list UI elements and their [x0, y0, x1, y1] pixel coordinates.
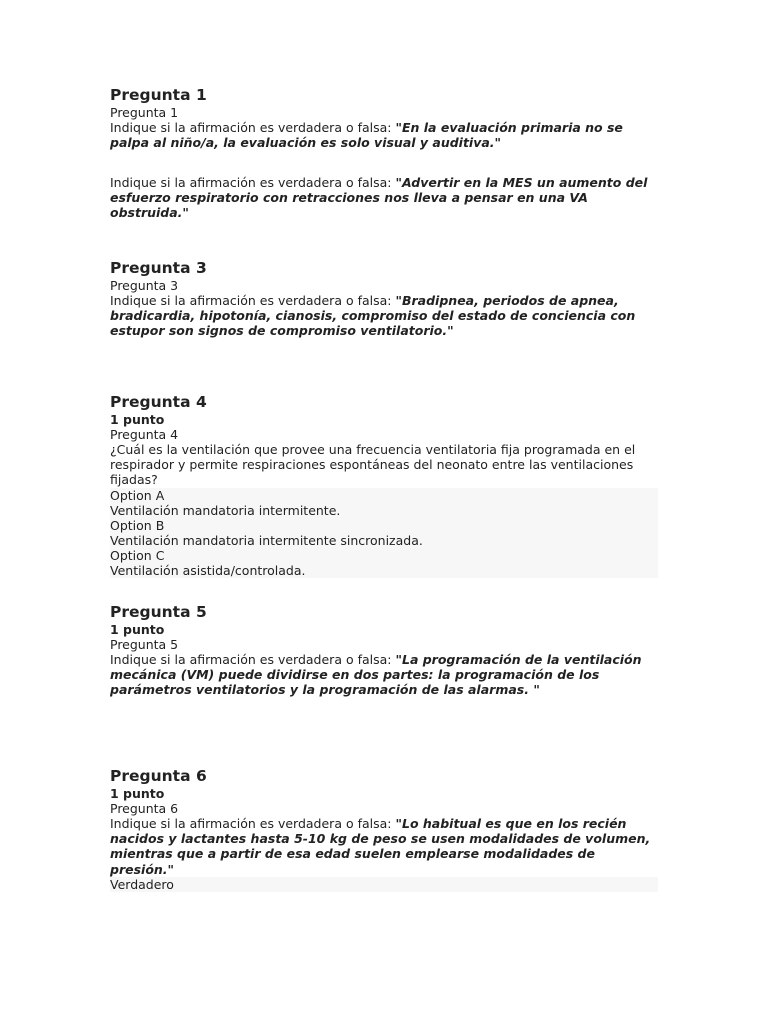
option-b-text[interactable]: Ventilación mandatoria intermitente sincronizada.: [110, 532, 423, 548]
question-title: Pregunta 6: [110, 767, 207, 785]
question-subtitle: Pregunta 1: [110, 105, 179, 120]
question-prefix: Indique si la afirmación es verdadera o falsa:: [110, 175, 396, 190]
option-b-label[interactable]: Option B: [110, 517, 165, 533]
question-1: [110, 86, 658, 150]
question-subtitle: Pregunta 6: [110, 801, 179, 816]
question-points: 1 punto: [110, 412, 165, 427]
question-prefix: Indique si la afirmación es verdadera o falsa:: [110, 816, 396, 831]
question-text: [110, 652, 658, 698]
question-subtitle: Pregunta 3: [110, 278, 179, 293]
question-statement: "Advertir en la MES un aumento del esfuerzo respiratorio con retracciones nos lleva a pensar en una VA obstruida.": [110, 175, 648, 221]
question-4: [110, 393, 658, 578]
question-5: [110, 603, 658, 698]
option-c-label[interactable]: Option C: [110, 547, 165, 563]
question-prefix: Indique si la afirmación es verdadera o falsa:: [110, 120, 396, 135]
question-title: Pregunta 4: [110, 393, 207, 411]
question-subtitle: Pregunta 4: [110, 427, 179, 442]
question-text: [110, 120, 658, 150]
question-6: [110, 767, 658, 892]
question-text: [110, 293, 658, 339]
question-text: [110, 175, 658, 221]
question-text: [110, 816, 658, 877]
question-statement: "Bradipnea, periodos de apnea, bradicardia, hipotonía, cianosis, compromiso del estado de conciencia con estupor son signos de compromiso ventilatorio.": [110, 293, 636, 339]
question-statement: "En la evaluación primaria no se palpa al niño/a, la evaluación es solo visual y auditiva.": [110, 120, 623, 151]
answer-options: [110, 488, 658, 578]
question-title: Pregunta 3: [110, 259, 207, 277]
option-a-label[interactable]: Option A: [110, 487, 165, 503]
question-title: Pregunta 1: [110, 86, 207, 104]
option-a-text[interactable]: Ventilación mandatoria intermitente.: [110, 502, 341, 518]
question-title: Pregunta 5: [110, 603, 207, 621]
question-3: [110, 259, 658, 339]
question-points: 1 punto: [110, 622, 165, 637]
question-prefix: Indique si la afirmación es verdadera o falsa:: [110, 293, 396, 308]
option-verdadero[interactable]: Verdadero: [110, 876, 174, 892]
question-subtitle: Pregunta 5: [110, 637, 179, 652]
question-statement: "Lo habitual es que en los recién nacidos y lactantes hasta 5-10 kg de peso se usen modalidades de volumen, mientras que a partir de esa edad suelen emplearse modalidades de presión.": [110, 816, 651, 877]
question-2: [110, 175, 658, 221]
answer-options: [110, 877, 658, 892]
question-text: ¿Cuál es la ventilación que provee una frecuencia ventilatoria fija programada en el respirador y permite respiraciones espontáneas del neonato entre las ventilaciones fijadas?: [110, 442, 636, 488]
question-statement: "La programación de la ventilación mecánica (VM) puede dividirse en dos partes: la programación de los parámetros ventilatorios y la programación de las alarmas. ": [110, 652, 642, 698]
question-points: 1 punto: [110, 786, 165, 801]
question-prefix: Indique si la afirmación es verdadera o falsa:: [110, 652, 396, 667]
option-c-text[interactable]: Ventilación asistida/controlada.: [110, 562, 306, 578]
